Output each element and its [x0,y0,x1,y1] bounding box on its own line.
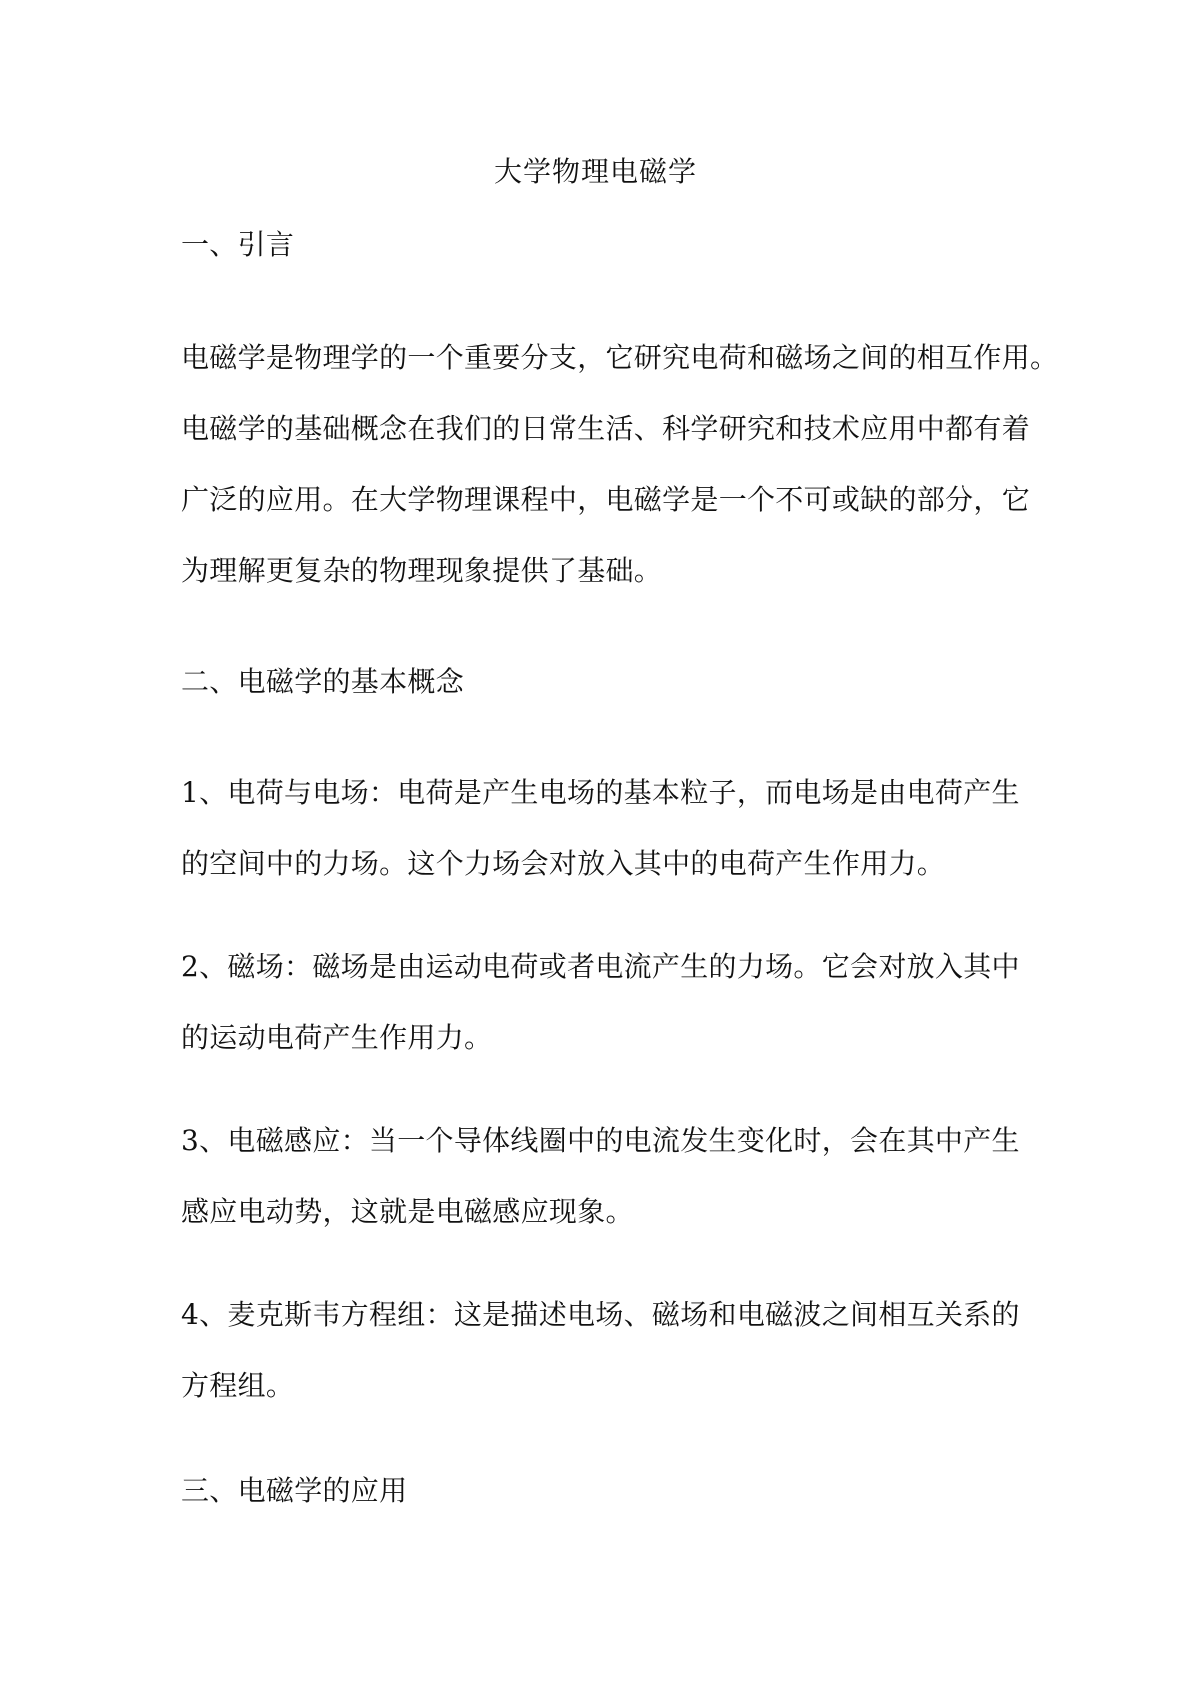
document-title: 大学物理电磁学 [493,155,697,188]
paragraph-line: 方程组。 [181,1369,295,1402]
paragraph-line: 2、磁场：磁场是由运动电荷或者电流产生的力场。它会对放入其中 [181,950,1020,983]
paragraph-line: 1、电荷与电场：电荷是产生电场的基本粒子，而电场是由电荷产生 [181,776,1020,809]
paragraph-line: 为理解更复杂的物理现象提供了基础。 [181,554,663,587]
section-heading-introduction: 一、引言 [181,228,295,261]
paragraph-line: 的空间中的力场。这个力场会对放入其中的电荷产生作用力。 [181,847,946,880]
paragraph-line: 电磁学的基础概念在我们的日常生活、科学研究和技术应用中都有着 [181,412,1031,445]
section-heading-basic-concepts: 二、电磁学的基本概念 [181,665,465,698]
paragraph-line: 电磁学是物理学的一个重要分支，它研究电荷和磁场之间的相互作用。 [181,341,1059,374]
paragraph-line: 3、电磁感应：当一个导体线圈中的电流发生变化时，会在其中产生 [181,1124,1020,1157]
paragraph-line: 4、麦克斯韦方程组：这是描述电场、磁场和电磁波之间相互关系的 [181,1298,1020,1331]
paragraph-line: 感应电动势，这就是电磁感应现象。 [181,1195,634,1228]
paragraph-line: 广泛的应用。在大学物理课程中，电磁学是一个不可或缺的部分，它 [181,483,1031,516]
paragraph-line: 的运动电荷产生作用力。 [181,1021,493,1054]
section-heading-applications: 三、电磁学的应用 [181,1474,408,1507]
